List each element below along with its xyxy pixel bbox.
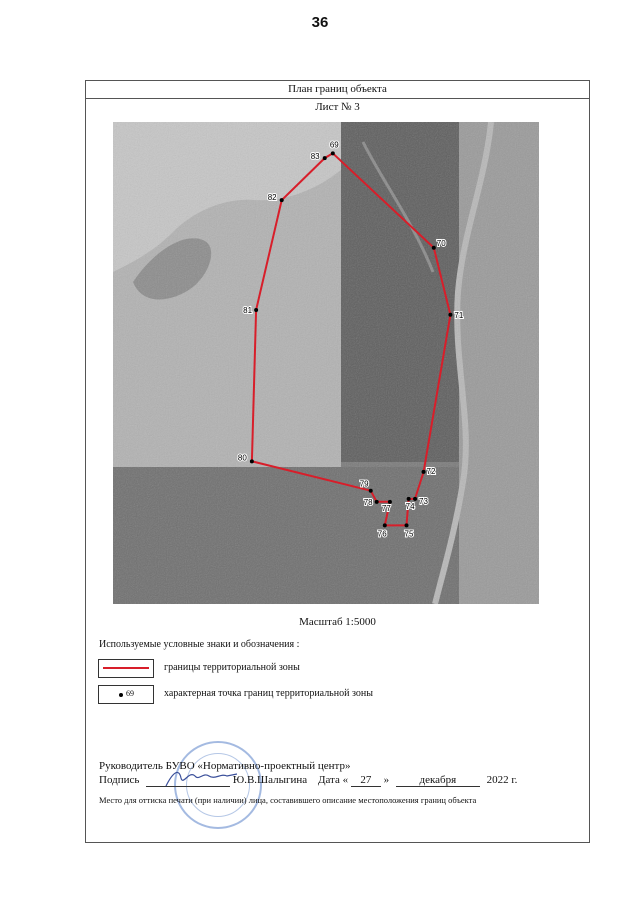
sheet-number: Лист № 3 bbox=[315, 101, 360, 113]
boundary-point-72 bbox=[422, 470, 426, 474]
boundary-point-label-78: 78 bbox=[363, 497, 373, 507]
legend-point-sample: 69 bbox=[126, 689, 134, 698]
boundary-point-70 bbox=[432, 246, 436, 250]
legend-point-swatch bbox=[98, 685, 154, 704]
date-day: 27 bbox=[351, 775, 381, 787]
boundary-point-label-71: 71 bbox=[454, 310, 464, 320]
boundary-point-73 bbox=[413, 497, 417, 501]
date-month: декабря bbox=[396, 775, 480, 787]
boundary-point-label-75: 75 bbox=[404, 529, 414, 539]
boundary-point-label-83: 83 bbox=[310, 152, 320, 162]
boundary-point-83 bbox=[323, 156, 327, 160]
legend-boundary-text: границы территориальной зоны bbox=[164, 662, 300, 673]
legend-heading: Используемые условные знаки и обозначения : bbox=[99, 639, 300, 650]
boundary-point-label-81: 81 bbox=[243, 305, 253, 315]
boundary-point-82 bbox=[280, 198, 284, 202]
signer-name: Ю.В.Шалыгина bbox=[232, 774, 308, 786]
plan-title: План границ объекта bbox=[86, 81, 589, 99]
head-of-organization: Руководитель БУВО «Нормативно-проектный центр» bbox=[99, 760, 351, 772]
date-year: 2022 г. bbox=[486, 774, 518, 786]
page-number: 36 bbox=[311, 14, 329, 31]
boundary-point-75 bbox=[405, 523, 409, 527]
boundary-point-label-77: 77 bbox=[381, 503, 391, 513]
point-marker-icon bbox=[119, 693, 123, 697]
boundary-point-label-74: 74 bbox=[405, 501, 415, 511]
handwritten-signature-icon bbox=[161, 764, 241, 792]
boundary-point-label-80: 80 bbox=[237, 453, 247, 463]
boundary-point-78 bbox=[375, 500, 379, 504]
boundary-point-label-73: 73 bbox=[419, 496, 428, 506]
red-boundary-line-icon bbox=[103, 667, 149, 669]
boundary-point-69 bbox=[331, 151, 335, 155]
boundary-point-74 bbox=[407, 497, 411, 501]
boundary-point-76 bbox=[383, 523, 387, 527]
aerial-map bbox=[113, 122, 539, 604]
boundary-point-label-79: 79 bbox=[359, 479, 369, 489]
date-close: » bbox=[383, 774, 390, 786]
boundary-point-label-69: 69 bbox=[329, 140, 339, 150]
legend-boundary-swatch bbox=[98, 659, 154, 678]
plan-frame bbox=[85, 80, 590, 843]
stamp-note: Место для оттиска печати (при наличии) лица, составившего описание местоположения границ объекта bbox=[99, 795, 477, 805]
boundary-point-label-70: 70 bbox=[436, 238, 446, 248]
boundary-point-label-76: 76 bbox=[377, 529, 387, 539]
map-texture bbox=[113, 122, 539, 604]
sign-label: Подпись bbox=[99, 774, 140, 786]
map-scale: Масштаб 1:5000 bbox=[299, 616, 376, 628]
date-label: Дата « bbox=[317, 774, 349, 786]
boundary-point-79 bbox=[369, 489, 373, 493]
boundary-point-label-82: 82 bbox=[267, 193, 277, 203]
boundary-point-80 bbox=[250, 459, 254, 463]
boundary-point-71 bbox=[448, 313, 452, 317]
boundary-point-81 bbox=[254, 308, 258, 312]
boundary-point-label-72: 72 bbox=[426, 466, 436, 476]
legend-point-text: характерная точка границ территориальной зоны bbox=[164, 688, 373, 699]
